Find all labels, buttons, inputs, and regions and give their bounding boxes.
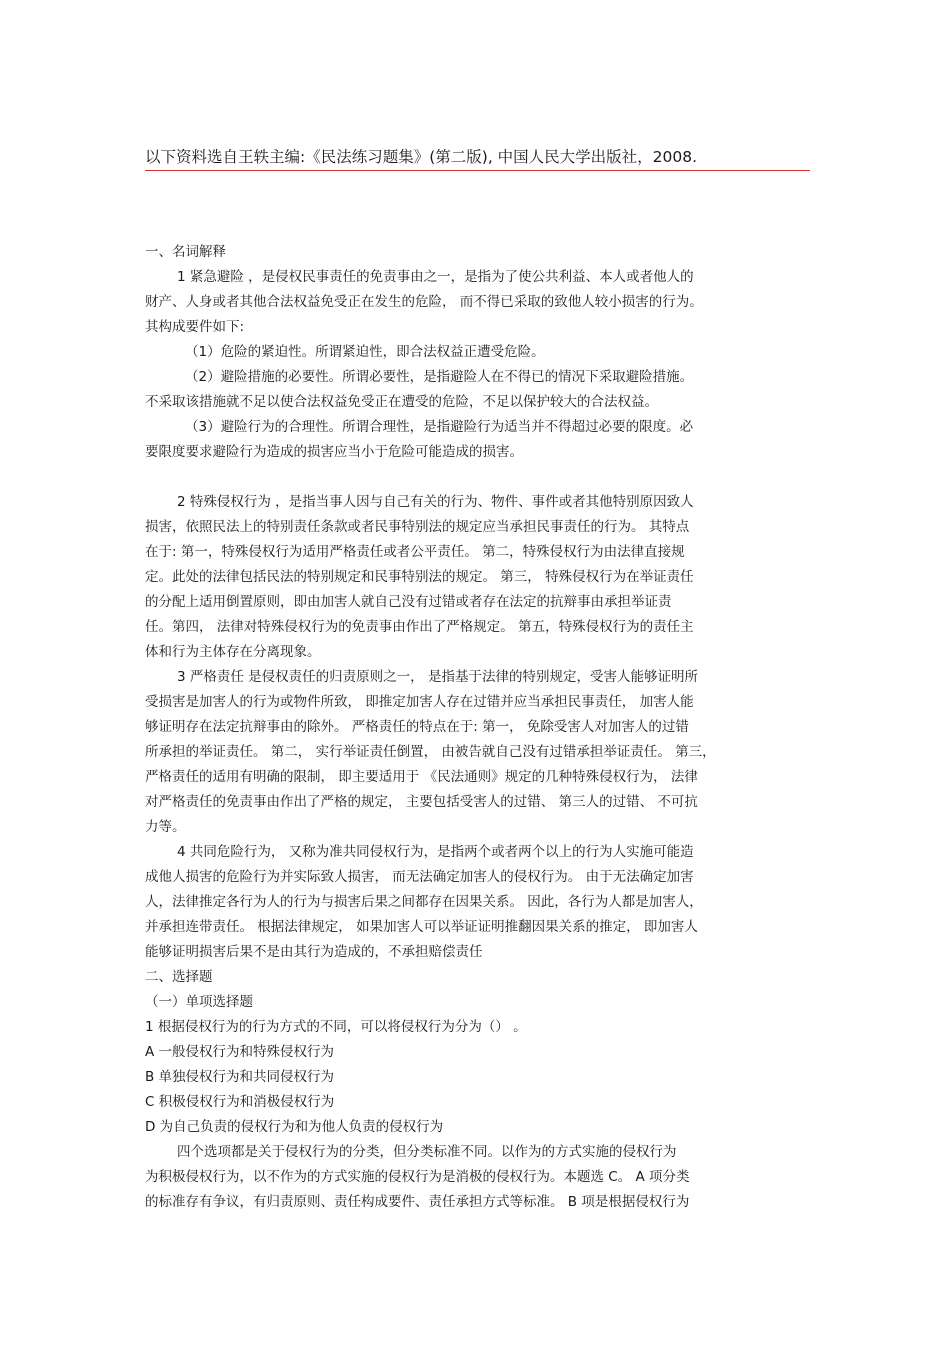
section-title: 二、选择题 [145,969,213,985]
option-d: D 为自己负责的侵权行为和为他人负责的侵权行为 [145,1119,444,1135]
paragraph-line: 要限度要求避险行为造成的损害应当小于危险可能造成的损害。 [145,444,523,460]
explanation-line: 为积极侵权行为，以不作为的方式实施的侵权行为是消极的侵权行为。本题选 C。 A 项分类 [145,1169,690,1185]
paragraph-line: 其构成要件如下: [145,319,245,335]
explanation-line: 的标准存有争议，有归责原则、责任构成要件、责任承担方式等标准。 B 项是根据侵权行为 [145,1194,690,1210]
paragraph-line: 力等。 [145,819,186,835]
section-title: 一、名词解释 [145,244,226,260]
blank-line [145,465,805,490]
paragraph-line: 严格责任的适用有明确的限制， 即主要适用于 《民法通则》规定的几种特殊侵权行为， 法律 [145,769,698,785]
paragraph-line: 2 特殊侵权行为 ，是指当事人因与自己有关的行为、物件、事件或者其他特别原因致人 [177,494,694,510]
paragraph-line: 在于: 第一，特殊侵权行为适用严格责任或者公平责任。 第二，特殊侵权行为由法律直接规 [145,544,685,560]
option-c: C 积极侵权行为和消极侵权行为 [145,1094,335,1110]
option-a: A 一般侵权行为和特殊侵权行为 [145,1044,335,1060]
source-citation-header: 以下资料选自王轶主编:《民法练习题集》(第二版), 中国人民大学出版社，2008. [145,146,810,171]
paragraph-line: 3 严格责任 是侵权责任的归责原则之一， 是指基于法律的特别规定，受害人能够证明所 [177,669,698,685]
paragraph-line: 成他人损害的危险行为并实际致人损害， 而无法确定加害人的侵权行为。 由于无法确定加害 [145,869,694,885]
paragraph-line: 1 紧急避险 ，是侵权民事责任的免责事由之一，是指为了使公共利益、本人或者他人的 [177,269,694,285]
paragraph-line: 所承担的举证责任。 第二， 实行举证责任倒置， 由被告就自己没有过错承担举证责任。 第三， [145,744,716,760]
paragraph-line: 的分配上适用倒置原则，即由加害人就自己没有过错或者存在法定的抗辩事由承担举证责 [145,594,672,610]
paragraph-line: 对严格责任的免责事由作出了严格的规定， 主要包括受害人的过错、 第三人的过错、 不可抗 [145,794,698,810]
paragraph-line: 财产、人身或者其他合法权益免受正在发生的危险， 而不得已采取的致他人较小损害的行为。 [145,294,703,310]
subsection-title: （一）单项选择题 [145,994,253,1010]
paragraph-line: 不采取该措施就不足以使合法权益免受正在遭受的危险，不足以保护较大的合法权益。 [145,394,658,410]
paragraph-line: （3）避险行为的合理性。所谓合理性，是指避险行为适当并不得超过必要的限度。必 [185,419,694,435]
paragraph-line: （2）避险措施的必要性。所谓必要性，是指避险人在不得已的情况下采取避险措施。 [185,369,694,385]
paragraph-line: 并承担连带责任。 根据法律规定， 如果加害人可以举证证明推翻因果关系的推定， 即加害人 [145,919,698,935]
document-body [145,240,805,1215]
paragraph-line: 受损害是加害人的行为或物件所致， 即推定加害人存在过错并应当承担民事责任， 加害人能 [145,694,694,710]
explanation-line: 四个选项都是关于侵权行为的分类，但分类标准不同。以作为的方式实施的侵权行为 [177,1144,677,1160]
paragraph-line: 人，法律推定各行为人的行为与损害后果之间都存在因果关系。 因此，各行为人都是加害人， [145,894,703,910]
paragraph-line: 够证明存在法定抗辩事由的除外。 严格责任的特点在于: 第一， 免除受害人对加害人的过错 [145,719,689,735]
option-b: B 单独侵权行为和共同侵权行为 [145,1069,335,1085]
paragraph-line: 损害，依照民法上的特别责任条款或者民事特别法的规定应当承担民事责任的行为。 其特点 [145,519,690,535]
paragraph-line: 定。此处的法律包括民法的特别规定和民事特别法的规定。 第三， 特殊侵权行为在举证责任 [145,569,694,585]
paragraph-line: （1）危险的紧迫性。所谓紧迫性，即合法权益正遭受危险。 [185,344,545,360]
paragraph-line: 体和行为主体存在分离现象。 [145,644,321,660]
paragraph-line: 能够证明损害后果不是由其行为造成的，不承担赔偿责任 [145,944,483,960]
question-stem: 1 根据侵权行为的行为方式的不同，可以将侵权行为分为（） 。 [145,1019,527,1035]
paragraph-line: 任。第四， 法律对特殊侵权行为的免责事由作出了严格规定。 第五，特殊侵权行为的责任主 [145,619,694,635]
paragraph-line: 4 共同危险行为， 又称为准共同侵权行为，是指两个或者两个以上的行为人实施可能造 [177,844,694,860]
